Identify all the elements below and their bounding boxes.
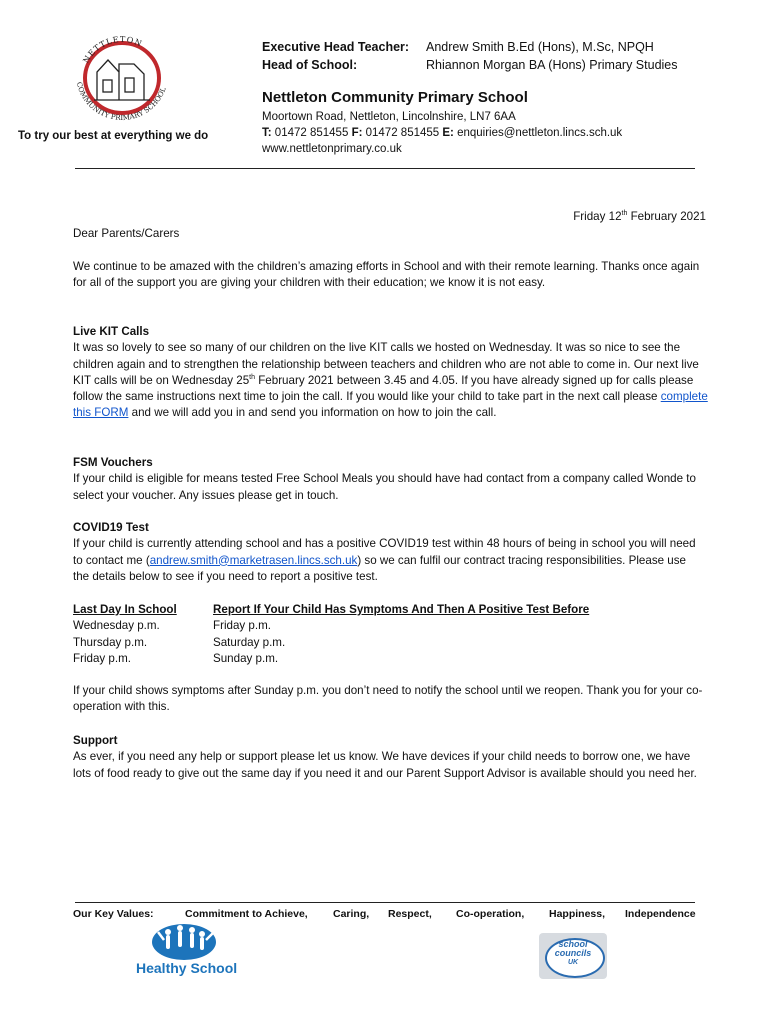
contact-line [262, 127, 622, 139]
table-row [73, 618, 693, 634]
support-section [73, 733, 703, 782]
table-row [73, 651, 693, 667]
col-report-before: Report If Your Child Has Symptoms And Then A Positive Test Before [213, 603, 590, 616]
row-report-before: Sunday p.m. [213, 651, 279, 665]
fax-value: 01472 851455 [365, 127, 440, 139]
letter-date [573, 209, 706, 225]
covid-text-1: If your child is currently attending school and has a positive COVID19 test within 48 hours of being in school you will need to contact me ( [73, 537, 696, 567]
councils-word-1: school [558, 939, 588, 949]
email-value: enquiries@nettleton.lincs.sch.uk [457, 127, 623, 139]
row-last-day: Wednesday p.m. [73, 619, 160, 633]
row-last-day: Friday p.m. [73, 651, 131, 665]
header-rule [75, 168, 695, 169]
healthy-school-figures-icon [134, 920, 244, 962]
covid-paragraph [73, 536, 705, 585]
value-item: Happiness, [549, 908, 606, 920]
staff-block [262, 38, 732, 74]
website[interactable]: www.nettletonprimary.co.uk [262, 143, 402, 155]
salutation: Dear Parents/Carers [73, 227, 180, 240]
logo-arc-bottom: COMMUNITY PRIMARY SCHOOL [74, 81, 168, 123]
covid-text-2: ) so we can fulfil our contract tracing responsibilities. Please use the details below to see if you need to report a positive test. [73, 553, 686, 583]
councils-word-3: UK [567, 959, 579, 966]
date-rest: February 2021 [627, 210, 706, 223]
email-label: E: [442, 127, 454, 139]
healthy-school-logo [134, 920, 244, 982]
fsm-paragraph: If your child is eligible for means tested Free School Meals you should have had contact from a company called Wonde to select your voucher. Any issues please get in touch. [73, 472, 696, 502]
kit-paragraph [73, 340, 709, 421]
value-item: Caring, [333, 908, 370, 920]
school-councils-logo [539, 933, 607, 979]
table-row [73, 635, 693, 651]
value-item: Respect, [388, 908, 432, 920]
logo-arc-top: NETTLETON [81, 34, 144, 65]
fsm-heading: FSM Vouchers [73, 456, 153, 469]
row-report-before: Saturday p.m. [213, 635, 286, 649]
fsm-section [73, 455, 703, 504]
reporting-table [73, 602, 693, 667]
exec-head-label: Executive Head Teacher: [262, 40, 410, 54]
row-last-day: Thursday p.m. [73, 635, 148, 649]
support-paragraph: As ever, if you need any help or support please let us know. We have devices if your child needs to borrow one, we have lots of food ready to give out the same day if you need it and our Parent Support Advisor is available should you need her. [73, 750, 697, 780]
head-of-school-label: Head of School: [262, 58, 358, 72]
fax-label: F: [351, 127, 363, 139]
school-name: Nettleton Community Primary School [262, 89, 528, 106]
covid-section [73, 520, 705, 585]
key-values-label: Our Key Values: [73, 908, 154, 920]
support-heading: Support [73, 734, 118, 747]
intro-paragraph: We continue to be amazed with the children’s amazing efforts in School and with their remote learning. Thanks once again for all of the support you are giving your children with their education; we know it is not easy. [73, 260, 700, 290]
kit-date-suffix: th [249, 374, 255, 382]
value-item: Independence [625, 908, 696, 920]
date-suffix: th [621, 210, 628, 218]
after-table-paragraph: If your child shows symptoms after Sunday p.m. you don’t need to notify the school until we reopen. Thank you for your co-operation with this. [73, 684, 703, 714]
tel-label: T: [262, 127, 272, 139]
healthy-school-text: Healthy School [136, 960, 238, 976]
school-address: Moortown Road, Nettleton, Lincolnshire, LN7 6AA [262, 111, 516, 123]
contact-email-link[interactable]: andrew.smith@marketrasen.lincs.sch.uk [149, 553, 358, 567]
kit-text-1: It was so lovely to see so many of our children on the live KIT calls we hosted on Wednesday. It was so nice to see the children again and to strengthen the relationship between teachers and children who are not able to come in. Our next live KIT calls will be on Wednesday 25 [73, 341, 699, 387]
head-of-school-value: Rhiannon Morgan BA (Hons) Primary Studies [426, 58, 678, 72]
kit-text-3: and we will add you in and send you information on how to join the call. [128, 406, 497, 420]
value-item: Co-operation, [456, 908, 525, 920]
footer-rule [75, 902, 695, 903]
exec-head-value: Andrew Smith B.Ed (Hons), M.Sc, NPQH [426, 40, 654, 54]
kit-heading: Live KIT Calls [73, 325, 150, 338]
covid-heading: COVID19 Test [73, 521, 149, 534]
col-last-day: Last Day In School [73, 603, 177, 616]
kit-text-2: February 2021 between 3.45 and 4.05. If you have already signed up for calls please follow the same instructions next time to join the call. If you would like your child to take part in the next call please [73, 373, 694, 404]
kit-section [73, 324, 709, 422]
form-link[interactable]: complete this FORM [73, 390, 708, 420]
row-report-before: Friday p.m. [213, 619, 271, 633]
school-motto: To try our best at everything we do [18, 130, 209, 142]
tel-value: 01472 851455 [274, 127, 349, 139]
school-logo [62, 28, 182, 132]
table-header [73, 602, 693, 618]
date-day: Friday 12 [573, 210, 622, 223]
value-item: Commitment to Achieve, [185, 908, 308, 920]
councils-word-2: councils [554, 948, 592, 958]
